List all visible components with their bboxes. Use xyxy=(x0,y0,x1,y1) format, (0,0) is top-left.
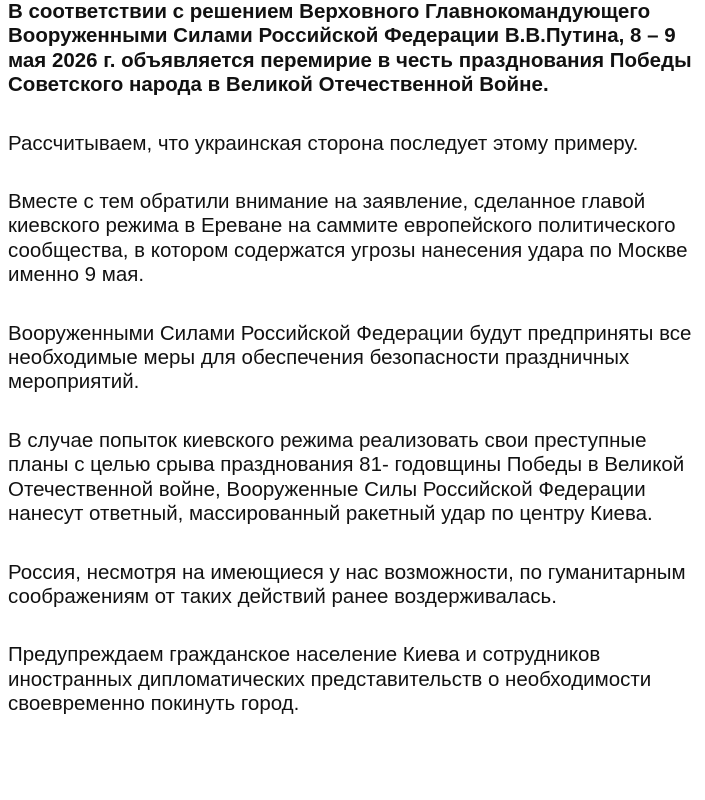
document-body xyxy=(8,0,700,717)
paragraph-expectation: Рассчитываем, что украинская сторона последует этому примеру. xyxy=(8,131,639,155)
paragraph-retaliation-warning: В случае попыток киевского режима реализовать свои преступные планы с целью срыва празднования 81- годовщины Победы в Великой Отечественной войне, Вооруженные Силы Российской Федерации нанесут ответный, массированный ракетный удар по центру Киева. xyxy=(8,428,685,526)
paragraph-restraint: Россия, несмотря на имеющиеся у нас возможности, по гуманитарным соображениям от таких действий ранее воздерживалась. xyxy=(8,560,686,608)
paragraph-security-measures: Вооруженными Силами Российской Федерации будут предприняты все необходимые меры для обеспечения безопасности праздничных мероприятий. xyxy=(8,321,692,394)
statement-heading: В соответствии с решением Верховного Главнокомандующего Вооруженными Силами Российской Федерации В.В.Путина, 8 – 9 мая 2026 г. объявляется перемирие в честь празднования Победы Советского народа в Великой Отечественной Войне. xyxy=(8,0,692,97)
paragraph-evacuation-warning: Предупреждаем гражданское население Киева и сотрудников иностранных дипломатических представительств о необходимости своевременно покинуть город. xyxy=(8,643,652,716)
paragraph-yerevan-statement: Вместе с тем обратили внимание на заявление, сделанное главой киевского режима в Ереване на саммите европейского политического сообщества, в котором содержатся угрозы нанесения удара по Москве именно 9 мая. xyxy=(8,190,688,287)
